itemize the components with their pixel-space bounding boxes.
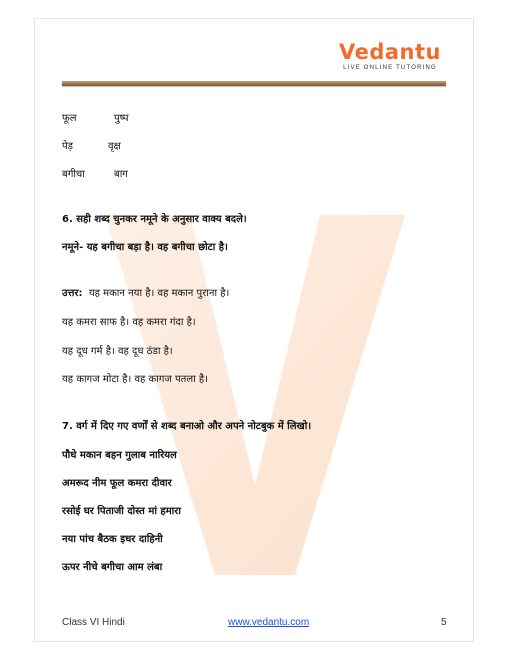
word: पेड़ — [62, 141, 74, 152]
word-grid-row: रसोई घर पिताजी दोस्त मां हमारा — [62, 506, 181, 517]
synonym: वृक्ष — [108, 141, 121, 152]
answer-6-line: उत्तर: यह मकान नया है। वह मकान पुराना है। — [62, 288, 230, 299]
footer-page-number: 5 — [441, 617, 447, 628]
logo-tagline: LIVE ONLINE TUTORING — [343, 65, 437, 71]
word-pair-row — [62, 168, 128, 182]
header-divider — [62, 81, 446, 86]
word-grid-row: पौधे मकान बहन गुलाब नारियल — [62, 450, 177, 461]
word-pair-row — [62, 140, 121, 154]
word: फूल — [62, 113, 77, 124]
answer-6-line: यह दूध गर्म है। वह दूध ठंडा है। — [62, 346, 173, 357]
footer-class-label: Class VI Hindi — [62, 617, 125, 628]
word-grid-row: नया पांच बैठक इधर दाहिनी — [62, 534, 163, 545]
word-grid-row: ऊपर नीचे बगीचा आम लंबा — [62, 562, 163, 573]
answer-text: यह मकान नया है। वह मकान पुराना है। — [88, 288, 230, 299]
answer-label: उत्तर — [62, 288, 79, 299]
footer-website-link[interactable]: www.vedantu.com — [228, 617, 310, 628]
answer-6-line: यह कमरा साफ है। वह कमरा गंदा है। — [62, 317, 196, 328]
question-7-text: 7. वर्ग में दिए गए वर्णों से शब्द बनाओ और अपने नोटबुक में लिखो। — [62, 421, 312, 432]
question-6: 6. सही शब्द चुनकर नमूने के अनुसार वाक्य बदले। — [62, 214, 247, 225]
synonym: बाग — [114, 169, 128, 180]
question-6-example: नमूने- यह बगीचा बड़ा है। वह बगीचा छोटा है। — [62, 242, 228, 253]
logo-wordmark: Vedantu — [339, 40, 441, 64]
vedantu-logo — [330, 40, 450, 71]
synonym: पुष्प — [114, 113, 129, 124]
word-grid-row: अमरूद नीम फूल कमरा दीवार — [62, 478, 172, 489]
answer-6-line: यह कागज मोटा है। वह कागज पतला है। — [62, 374, 209, 385]
word: बगीचा — [62, 169, 85, 180]
question-7 — [62, 420, 311, 434]
word-pair-row — [62, 112, 129, 126]
